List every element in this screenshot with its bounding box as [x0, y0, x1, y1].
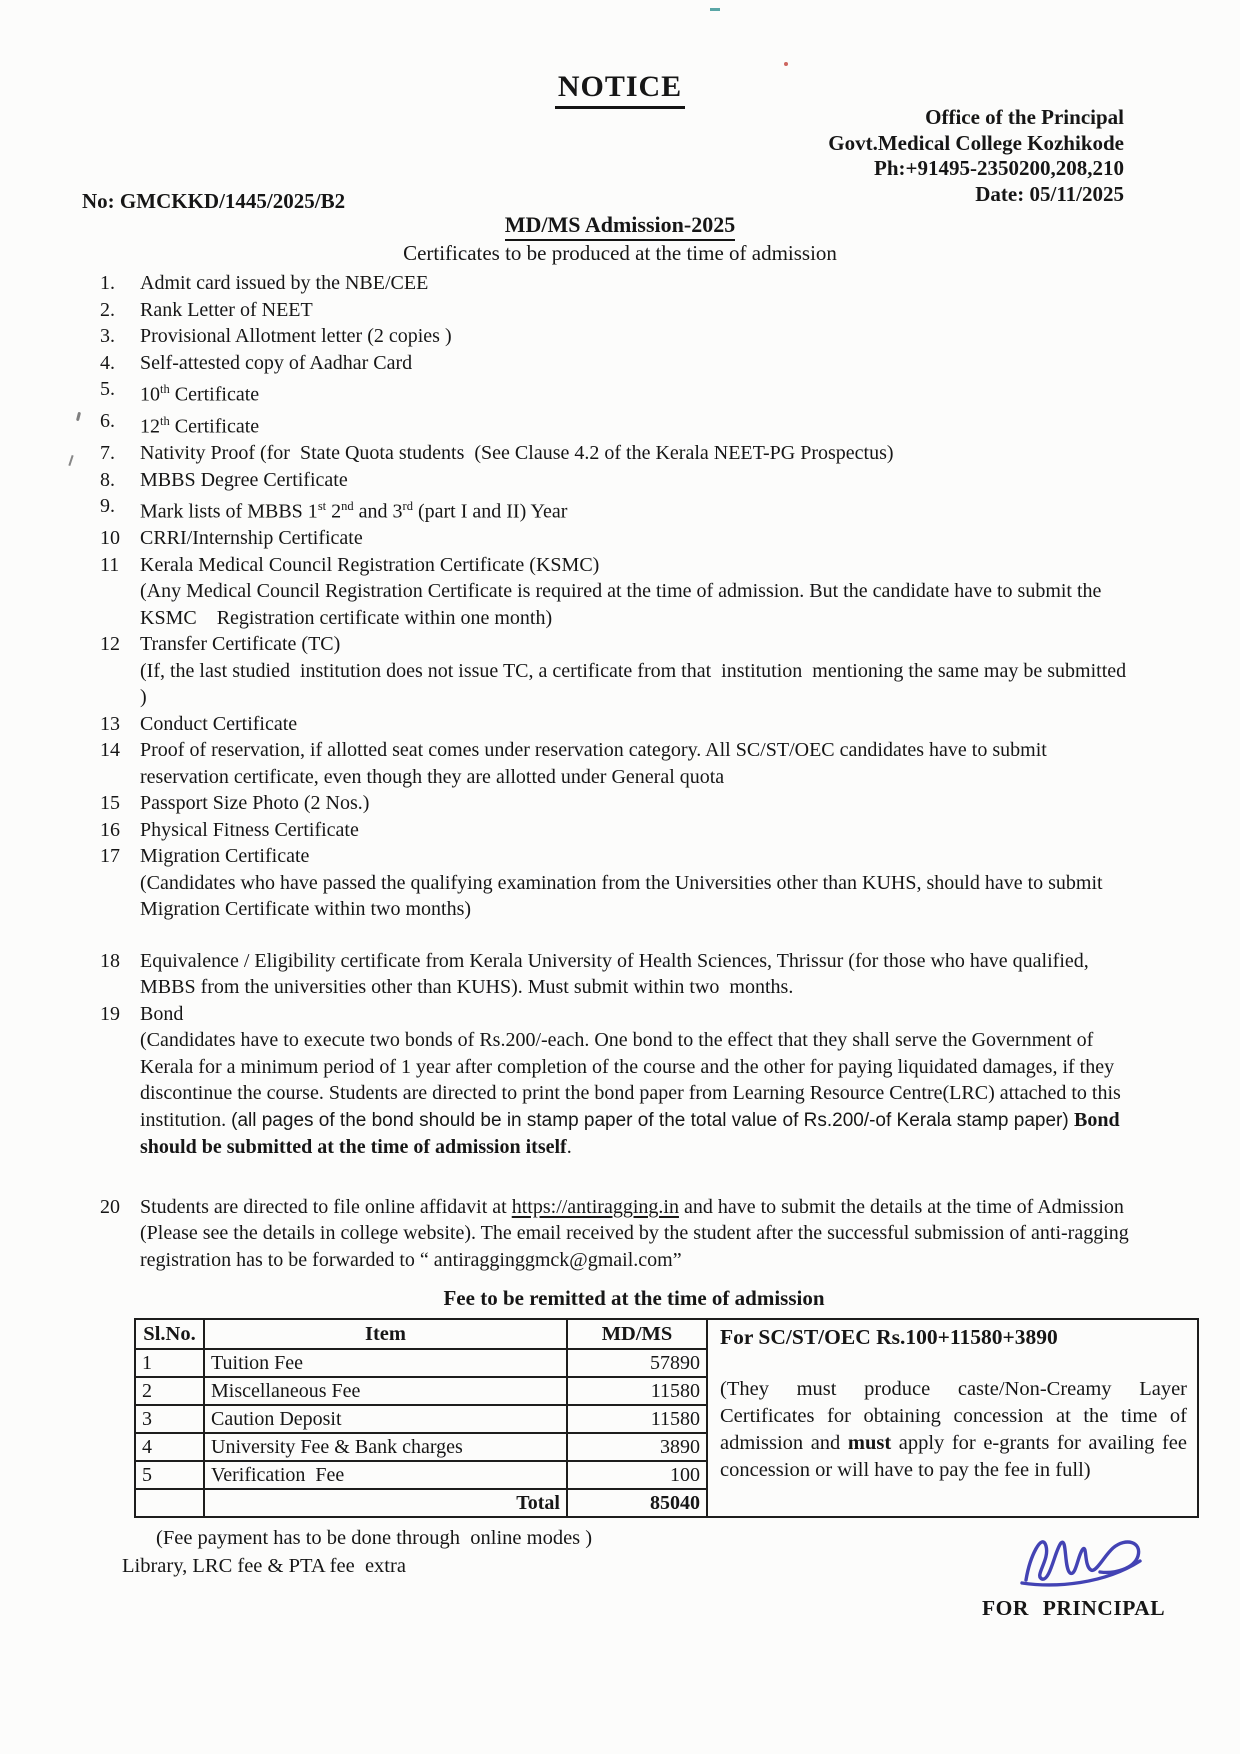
item-text-part: and have to submit the details at the time of Admission (Please see the details in college website). The email received by the student after the successful submission of anti-ragging registration has to be forwarded to “ antiragginggmck@gmail.com” [140, 1195, 1129, 1271]
list-item-15 [100, 790, 1130, 817]
item-text: Conduct Certificate [140, 712, 298, 735]
office-address-block [828, 105, 1124, 207]
list-item-10 [100, 525, 1130, 552]
payment-mode-note: (Fee payment has to be done through online modes ) [156, 1527, 593, 1550]
item-text: Migration Certificate [140, 845, 310, 868]
concession-note-box [706, 1318, 1199, 1518]
fee-amount: 100 [567, 1461, 707, 1489]
fee-section-title: Fee to be remitted at the time of admission [443, 1286, 825, 1311]
list-item-17 [100, 843, 1130, 923]
subject-heading-text: MD/MS Admission-2025 [505, 212, 735, 241]
item-number: 12 [100, 633, 120, 656]
list-item-2 [100, 297, 1130, 324]
item-number: 18 [100, 949, 120, 972]
item-number: 15 [100, 792, 120, 815]
item-text-part: (part I and II) Year [412, 500, 568, 523]
list-item-16 [100, 817, 1130, 844]
item-text-part: Mark lists of MBBS 1 [140, 500, 318, 523]
list-item-20 [100, 1194, 1130, 1274]
row-number: 1 [135, 1349, 204, 1377]
row-number: 5 [135, 1461, 204, 1489]
fee-total-row [135, 1489, 707, 1517]
fee-item: Verification Fee [204, 1461, 567, 1489]
list-item-4 [100, 350, 1130, 377]
col-header-item: Item [204, 1319, 567, 1349]
item-number: 10 [100, 527, 120, 550]
item-text: Proof of reservation, if allotted seat comes under reservation category. All SC/ST/OEC candidates have to submit reservation certificate, even though they are allotted under General quota [140, 739, 1047, 788]
ordinal-superscript: th [160, 382, 170, 396]
ordinal-superscript: th [160, 414, 170, 429]
list-item-13 [100, 711, 1130, 738]
item-number: 13 [100, 712, 120, 735]
item-number: 8. [100, 468, 115, 491]
item-number: 16 [100, 818, 120, 841]
fee-amount: 11580 [567, 1405, 707, 1433]
col-header-slno: Sl.No. [135, 1319, 204, 1349]
item-text: Physical Fitness Certificate [140, 818, 359, 841]
ordinal-superscript: rd [402, 499, 413, 514]
item-text: Transfer Certificate (TC) [140, 633, 341, 656]
item-text: Equivalence / Eligibility certificate from Kerala University of Health Sciences, Thrissur (for those who have qualified, MBBS from the universities other than KUHS). Must submit within two months. [140, 949, 1089, 999]
list-item-9 [100, 493, 1130, 525]
item-text: CRRI/Internship Certificate [140, 527, 363, 550]
item-text: Passport Size Photo (2 Nos.) [140, 792, 370, 815]
for-principal-label: FOR PRINCIPAL [982, 1596, 1166, 1620]
item-text-part: 2 [326, 500, 342, 523]
fee-section [134, 1318, 1240, 1518]
item-text [140, 408, 1130, 440]
item-body [140, 552, 1130, 632]
item-note: (Candidates who have passed the qualifying examination from the Universities other than KUHS, should have to submit Migration Certificate within two months) [140, 871, 1103, 921]
scan-artifact [76, 412, 81, 421]
bond-note-serif: (Candidates have to execute two bonds of Rs.200/-each. One bond to the effect that they shall serve the Government of Kerala for a minimum period of 1 year after completion of the course and the other for paying liquidated damages, if they discontinue the course. Students are directed to print the bond paper from Learning Resource Centre(LRC) attached to this institution. [140, 1029, 1121, 1131]
item-text [140, 376, 1130, 408]
item-number: 9. [100, 495, 115, 518]
item-body [140, 631, 1130, 711]
item-number: 20 [100, 1195, 120, 1218]
concession-heading: For SC/ST/OEC Rs.100+11580+3890 [720, 1325, 1058, 1350]
concession-must: must [847, 1432, 892, 1455]
item-text: Nativity Proof (for State Quota students (See Clause 4.2 of the Kerala NEET-PG Prospectus) [140, 442, 894, 465]
list-item-7 [100, 440, 1130, 467]
item-text: MBBS Degree Certificate [140, 468, 348, 491]
item-number: 11 [100, 553, 120, 576]
item-text-part: Students are directed to file online affidavit at [140, 1195, 512, 1218]
antiragging-url: https://antiragging.in [511, 1195, 679, 1218]
table-row [135, 1461, 707, 1489]
list-item-3 [100, 323, 1130, 350]
list-item-19 [100, 1001, 1130, 1161]
col-header-mdms: MD/MS [567, 1319, 707, 1349]
table-row [135, 1433, 707, 1461]
reference-number: No: GMCKKD/1445/2025/B2 [82, 189, 346, 213]
document-body [100, 270, 1240, 1578]
row-number: 2 [135, 1377, 204, 1405]
item-number: 4. [100, 351, 115, 374]
item-note [140, 1027, 1130, 1161]
extra-fee-note: Library, LRC fee & PTA fee extra [122, 1555, 406, 1578]
item-number: 1. [100, 272, 115, 294]
fee-item: Miscellaneous Fee [204, 1377, 567, 1405]
item-text: Self-attested copy of Aadhar Card [140, 351, 413, 374]
bond-note-bold: Bond should be submitted at the time of admission itself [140, 1108, 1120, 1159]
ordinal-superscript: st [317, 499, 327, 514]
item-body [140, 843, 1130, 923]
item-note: (If, the last studied institution does not issue TC, a certificate from that institution mentioning the same may be submitted ) [140, 659, 1127, 709]
row-number: 4 [135, 1433, 204, 1461]
list-item-6 [100, 408, 1130, 440]
item-number: 7. [100, 442, 115, 465]
item-text: Kerala Medical Council Registration Certificate (KSMC) [140, 553, 600, 576]
table-row [135, 1405, 707, 1433]
list-item-5 [100, 376, 1130, 408]
scan-artifact [710, 8, 720, 11]
table-row [135, 1349, 707, 1377]
item-text-part: and 3 [353, 500, 403, 523]
item-number: 19 [100, 1002, 120, 1025]
fee-amount: 11580 [567, 1377, 707, 1405]
subject-subtitle: Certificates to be produced at the time of admission [403, 241, 837, 265]
document-date: Date: 05/11/2025 [975, 181, 1124, 206]
concession-text-part: apply for e-grants for availing fee concession or will have to pay the fee in full) [720, 1432, 1187, 1482]
item-text: Provisional Allotment letter (2 copies ) [140, 325, 452, 347]
item-text [140, 493, 1130, 525]
item-text-part: Certificate [169, 415, 260, 438]
total-amount: 85040 [567, 1489, 707, 1517]
item-number: 17 [100, 845, 120, 868]
item-number: 5. [100, 378, 115, 400]
item-number: 14 [100, 739, 120, 762]
fee-amount: 3890 [567, 1433, 707, 1461]
fee-amount: 57890 [567, 1349, 707, 1377]
table-row [135, 1377, 707, 1405]
bond-note-sans: (all pages of the bond should be in stamp paper of the total value of Rs.200/-of Kerala stamp paper) [231, 1109, 1074, 1131]
concession-text-part: (They must produce caste/Non-Creamy Layer Certificates for obtaining concession at the time of admission and [720, 1378, 1187, 1455]
item-note: (Any Medical Council Registration Certificate is required at the time of admission. But the candidate have to submit the KSMC Registration certificate within one month) [140, 580, 1102, 629]
office-line: Govt.Medical College Kozhikode [828, 130, 1124, 155]
fee-table-header-row [135, 1319, 707, 1349]
office-phone: Ph:+91495-2350200,208,210 [874, 156, 1124, 180]
item-text: Bond [140, 1002, 184, 1025]
fee-item: University Fee & Bank charges [204, 1433, 567, 1461]
item-text-part: 10 [140, 383, 160, 406]
fee-item: Tuition Fee [204, 1349, 567, 1377]
list-item-14 [100, 737, 1130, 790]
subject-heading [0, 212, 1240, 241]
item-text-part: Certificate [169, 383, 260, 406]
signature-scribble [1012, 1516, 1162, 1596]
item-text [140, 1194, 1130, 1274]
fee-table [134, 1318, 708, 1518]
list-item-18 [100, 948, 1130, 1001]
item-text: Rank Letter of NEET [140, 298, 313, 321]
ordinal-superscript: nd [341, 499, 354, 514]
scan-artifact [68, 455, 73, 466]
document-title-text: NOTICE [555, 70, 685, 109]
item-text-part: 12 [140, 415, 160, 438]
scan-artifact [784, 62, 788, 66]
list-item-11 [100, 552, 1130, 632]
fee-item: Caution Deposit [204, 1405, 567, 1433]
list-item-12 [100, 631, 1130, 711]
document-title [0, 70, 1240, 109]
row-number: 3 [135, 1405, 204, 1433]
item-number: 2. [100, 298, 115, 321]
empty-cell [135, 1489, 204, 1517]
item-body [140, 1001, 1130, 1161]
concession-text [720, 1376, 1187, 1484]
list-item-8 [100, 467, 1130, 494]
item-number: 3. [100, 325, 115, 347]
item-number: 6. [100, 410, 115, 433]
total-label: Total [204, 1489, 567, 1517]
bond-note-tail: . [566, 1136, 572, 1159]
item-text: Admit card issued by the NBE/CEE [140, 272, 429, 294]
list-item-1 [100, 270, 1130, 297]
office-line: Office of the Principal [925, 105, 1124, 129]
